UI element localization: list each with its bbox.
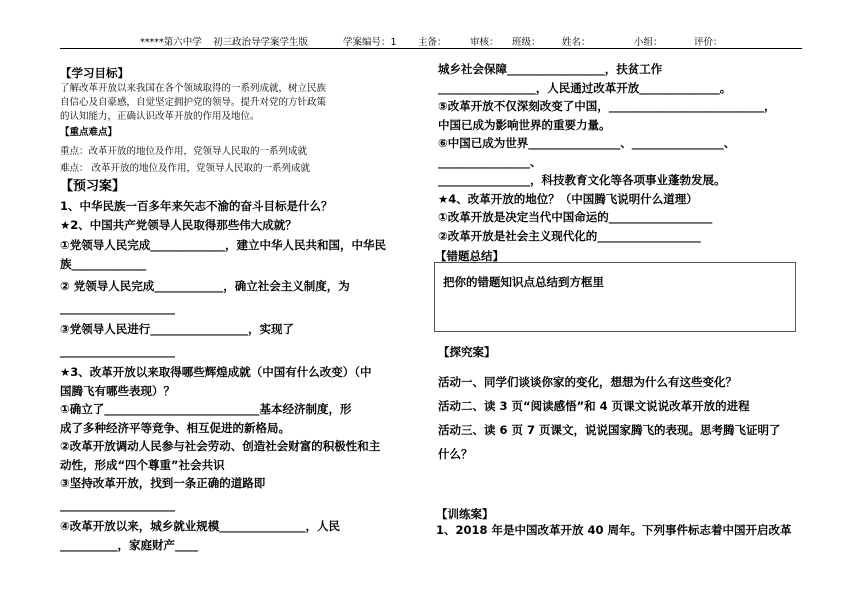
objectives-title: 【学习目标】	[60, 66, 129, 80]
preview-title: 【预习案】	[60, 179, 126, 194]
class-label: 班级：	[512, 37, 541, 48]
preview-line: 族_____________	[60, 256, 147, 271]
keypoint-line: 难点： 改革开放的地位及作用，党领导人民取的一系列成就	[60, 163, 311, 174]
explore-activity: 活动二、读 3 页“阅读感悟”和 4 页课文说说改革开放的进程	[438, 398, 750, 413]
achievement-line: ________________、	[438, 154, 542, 169]
left-column	[60, 60, 426, 554]
keypoints-title: 【重点难点】	[60, 127, 118, 138]
achievement-line: 中国已成为影响世界的重要力量。	[438, 117, 611, 132]
group-label: 小组：	[634, 37, 663, 48]
position-line: ②改革开放是社会主义现代化的__________________	[438, 228, 701, 243]
training-title: 【训练案】	[436, 507, 494, 521]
preview-line: ②改革开放调动人民参与社会劳动、创造社会财富的积极性和主	[60, 439, 381, 453]
achievement-line: ________________，科技教育文化等各项事业蓬勃发展。	[438, 173, 726, 187]
preview-line: 动性，形成“四个尊重”社会共识	[60, 457, 225, 472]
author-label: 主备：	[418, 37, 447, 48]
preview-line: ____________________	[60, 343, 175, 358]
preview-line: ①确立了___________________________基本经济制度，形	[60, 402, 352, 416]
right-column	[438, 60, 818, 245]
explore-section	[438, 343, 818, 466]
explore-activity: 什么？	[438, 446, 473, 461]
explore-activity: 活动三、读 6 页 7 页课文，说说国家腾飞的表现。思考腾飞证明了	[438, 422, 781, 437]
error-summary-box[interactable]	[434, 249, 796, 332]
preview-line: ② 党领导人民完成____________，确立社会主义制度，为	[60, 279, 350, 293]
preview-line: 国腾飞有哪些表现）？	[60, 383, 175, 398]
preview-line: ____________________	[60, 497, 175, 512]
position-line: ①改革开放是决定当代中国命运的__________________	[438, 210, 713, 224]
preview-line: ③党领导人民进行_________________，实现了	[60, 322, 294, 336]
reviewer-label: 审核：	[470, 37, 499, 48]
achievement-line: _________________，人民通过改革开放______________。	[438, 80, 732, 95]
document-header	[60, 32, 802, 49]
preview-line: 成了多种经济平等竞争、相互促进的新格局。	[60, 420, 290, 435]
name-label: 姓名：	[562, 37, 591, 48]
preview-line: ④改革开放以来，城乡就业规模_______________，人民	[60, 519, 340, 533]
training-section	[436, 506, 816, 538]
explore-title: 【探究案】	[438, 345, 496, 359]
preview-line: ____________________	[60, 300, 175, 315]
preview-line: __________，家庭财产____	[60, 537, 198, 552]
achievement-line: ⑤改革开放不仅深刻改变了中国，___________________________，	[438, 99, 776, 113]
document-title: 初三政治导学案学生版	[213, 37, 309, 48]
case-number: 学案编号：1	[343, 37, 397, 48]
explore-activity: 活动一、同学们谈谈你家的变化，想想为什么有这些变化？	[438, 374, 737, 389]
preview-line: ★2、中国共产党领导人民取得那些伟大成就？	[60, 217, 297, 232]
objectives-line: 了解改革开放以来我国在各个领域取得的一系列成就，树立民族	[60, 83, 327, 94]
training-question: 1、2018 年是中国改革开放 40 周年。下列事件标志着中国开启改革	[436, 523, 792, 537]
objectives-line: 的认知能力，正确认识改革开放的作用及地位。	[60, 111, 260, 122]
error-summary-title: 【错题总结】	[435, 249, 504, 263]
preview-line: ③坚持改革开放，找到一条正确的道路即	[60, 476, 266, 490]
preview-line: ①党领导人民完成_____________，建立中华人民共和国，中华民	[60, 238, 386, 252]
achievement-line: 城乡社会保障_________________，扶贫工作	[438, 62, 663, 76]
evaluation-label: 评价：	[694, 37, 723, 48]
position-question: ★4、改革开放的地位？（中国腾飞说明什么道理）	[438, 191, 698, 206]
preview-line: ★3、改革开放以来取得哪些辉煌成就（中国有什么改变）（中	[60, 365, 372, 379]
error-summary-hint: 把你的错题知识点总结到方框里	[443, 275, 604, 289]
preview-line: 1、中华民族一百多年来矢志不渝的奋斗目标是什么？	[60, 199, 333, 213]
objectives-line: 自信心及自豪感，自觉坚定拥护党的领导。提升对党的方针政策	[60, 97, 327, 108]
achievement-line: ⑥中国已成为世界________________、________________、	[438, 136, 736, 150]
school-name: *****第六中学	[140, 37, 202, 48]
keypoint-line: 重点：改革开放的地位及作用，党领导人民取的一系列成就	[60, 146, 308, 157]
